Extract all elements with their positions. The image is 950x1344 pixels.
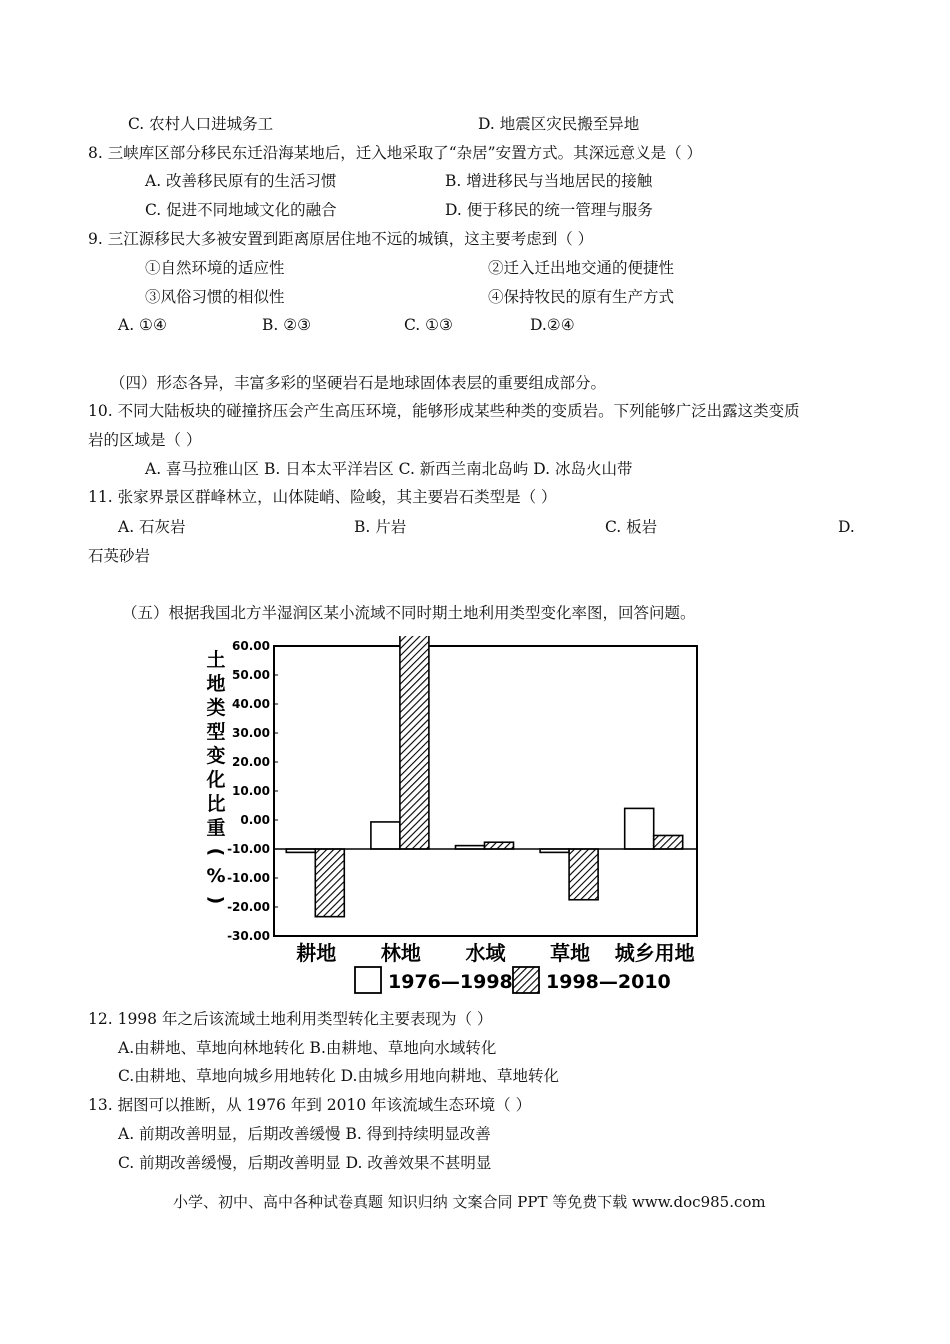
y-label-char: 型 bbox=[206, 721, 226, 743]
q8-option-b: B. 增进移民与当地居民的接触 bbox=[445, 172, 653, 190]
q13-options-cd: C. 前期改善缓慢，后期改善明显 D. 改善效果不甚明显 bbox=[118, 1154, 492, 1172]
x-category-label: 草地 bbox=[550, 941, 591, 965]
y-label-char: 类 bbox=[206, 697, 226, 719]
q11-option-d-prefix: D. bbox=[838, 518, 855, 536]
y-axis-label bbox=[205, 648, 227, 904]
q10-stem-line1: 10. 不同大陆板块的碰撞挤压会产生高压环境，能够形成某些种类的变质岩。下列能够广泛出露这类变质 bbox=[88, 402, 800, 420]
y-label-char: ) bbox=[205, 895, 227, 905]
y-label-char: 重 bbox=[206, 817, 226, 839]
bar-period2 bbox=[485, 842, 514, 849]
y-tick-label: 0.00 bbox=[240, 813, 270, 827]
y-label-char: 土 bbox=[206, 649, 226, 671]
y-tick-label: -20.00 bbox=[227, 900, 270, 914]
y-tick-label: 40.00 bbox=[232, 697, 270, 711]
q10-stem-line2: 岩的区域是（ ） bbox=[88, 431, 202, 449]
q7-option-c: C. 农村人口进城务工 bbox=[128, 115, 274, 133]
q8-option-d: D. 便于移民的统一管理与服务 bbox=[445, 201, 653, 219]
q9-stem: 9. 三江源移民大多被安置到距离原居住地不远的城镇，这主要考虑到（ ） bbox=[88, 230, 594, 248]
q9-item-2: ②迁入迁出地交通的便捷性 bbox=[488, 259, 675, 277]
x-category-label: 耕地 bbox=[296, 941, 337, 965]
y-tick-label: 50.00 bbox=[232, 668, 270, 682]
q11-option-d-text: 石英砂岩 bbox=[88, 547, 151, 565]
q9-option-b: B. ②③ bbox=[262, 316, 312, 334]
q10-options: A. 喜马拉雅山区 B. 日本太平洋岩区 C. 新西兰南北岛屿 D. 冰岛火山带 bbox=[145, 460, 633, 478]
bars bbox=[286, 636, 682, 917]
bar-period2 bbox=[569, 849, 598, 900]
q9-item-1: ①自然环境的适应性 bbox=[145, 259, 285, 277]
section-5-intro: （五）根据我国北方半湿润区某小流域不同时期土地利用类型变化率图，回答问题。 bbox=[122, 604, 696, 622]
legend bbox=[355, 967, 671, 993]
y-label-char: ( bbox=[205, 847, 227, 857]
q12-stem: 12. 1998 年之后该流域土地利用类型转化主要表现为（ ） bbox=[88, 1010, 493, 1028]
land-use-change-chart bbox=[200, 636, 745, 998]
q11-stem: 11. 张家界景区群峰林立，山体陡峭、险峻，其主要岩石类型是（ ） bbox=[88, 488, 557, 506]
bar-period1 bbox=[625, 808, 654, 849]
q13-stem: 13. 据图可以推断，从 1976 年到 2010 年该流域生态环境（ ） bbox=[88, 1096, 532, 1114]
y-label-char: 变 bbox=[206, 745, 226, 767]
q11-option-a: A. 石灰岩 bbox=[118, 518, 186, 536]
y-tick-label: -10.00 bbox=[227, 871, 270, 885]
q9-option-a: A. ①④ bbox=[118, 316, 167, 334]
section-4-intro: （四）形态各异，丰富多彩的坚硬岩石是地球固体表层的重要组成部分。 bbox=[110, 374, 607, 392]
y-axis-ticks bbox=[227, 639, 278, 943]
x-axis-labels bbox=[296, 941, 694, 965]
q9-option-d: D.②④ bbox=[530, 316, 575, 334]
y-tick-label: -10.00 bbox=[227, 842, 270, 856]
q12-options-cd: C.由耕地、草地向城乡用地转化 D.由城乡用地向耕地、草地转化 bbox=[118, 1067, 559, 1085]
q9-option-c: C. ①③ bbox=[404, 316, 453, 334]
q9-item-3: ③风俗习惯的相似性 bbox=[145, 288, 285, 306]
q8-stem: 8. 三峡库区部分移民东迁沿海某地后，迁入地采取了“杂居”安置方式。其深远意义是（ ） bbox=[88, 144, 702, 162]
y-tick-label: 20.00 bbox=[232, 755, 270, 769]
q8-option-c: C. 促进不同地域文化的融合 bbox=[145, 201, 337, 219]
page-footer: 小学、初中、高中各种试卷真题 知识归纳 文案合同 PPT 等免费下载 www.doc985.com bbox=[173, 1193, 766, 1211]
y-label-char: % bbox=[206, 865, 226, 887]
y-tick-label: -30.00 bbox=[227, 929, 270, 943]
q12-options-ab: A.由耕地、草地向林地转化 B.由耕地、草地向水域转化 bbox=[118, 1039, 497, 1057]
q11-option-b: B. 片岩 bbox=[354, 518, 407, 536]
legend-swatch-period2 bbox=[513, 967, 539, 993]
x-category-label: 城乡用地 bbox=[614, 941, 695, 965]
q9-item-4: ④保持牧民的原有生产方式 bbox=[488, 288, 675, 306]
chart-svg bbox=[200, 636, 745, 998]
q7-option-d: D. 地震区灾民搬至异地 bbox=[478, 115, 640, 133]
y-tick-label: 30.00 bbox=[232, 726, 270, 740]
x-category-label: 林地 bbox=[380, 941, 421, 965]
q8-option-a: A. 改善移民原有的生活习惯 bbox=[145, 172, 337, 190]
bar-period1 bbox=[371, 822, 400, 849]
legend-swatch-period1 bbox=[355, 967, 381, 993]
legend-label-period1: 1976—1998 bbox=[388, 971, 513, 993]
q11-option-c: C. 板岩 bbox=[605, 518, 658, 536]
bar-period2 bbox=[654, 835, 683, 849]
q13-options-ab: A. 前期改善明显，后期改善缓慢 B. 得到持续明显改善 bbox=[118, 1125, 491, 1143]
y-tick-label: 60.00 bbox=[232, 639, 270, 653]
y-label-char: 地 bbox=[206, 673, 226, 695]
x-category-label: 水域 bbox=[465, 941, 506, 965]
bar-period2 bbox=[315, 849, 344, 917]
y-label-char: 比 bbox=[206, 793, 226, 815]
y-label-char: 化 bbox=[206, 769, 226, 791]
y-tick-label: 10.00 bbox=[232, 784, 270, 798]
bar-period2 bbox=[400, 636, 429, 849]
legend-label-period2: 1998—2010 bbox=[546, 971, 671, 993]
